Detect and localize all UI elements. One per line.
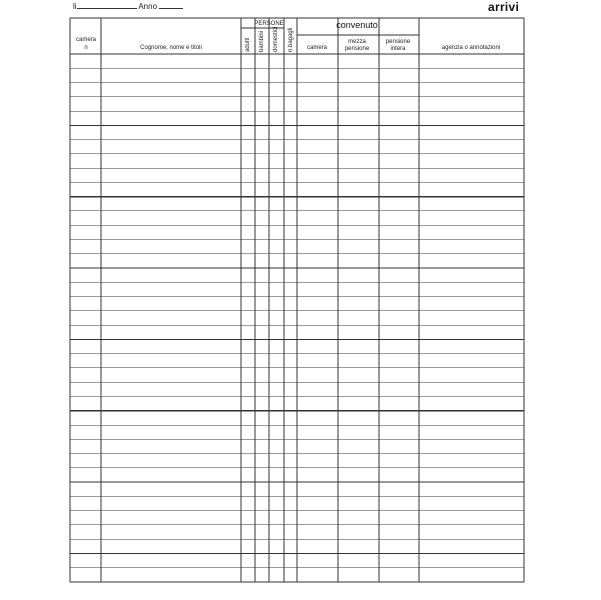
col-children-header: bambini (259, 30, 265, 52)
col-half-board-header-line1: mezza (348, 39, 366, 45)
col-persons-group-header: PERSONE (254, 21, 284, 27)
col-servants-header: domestici (273, 26, 279, 52)
col-agency-notes-header: agenzia o annotazioni (441, 45, 501, 51)
col-name-header: Cognome, nome e titoli (140, 45, 202, 51)
col-luggage-header: n.bagagli (288, 27, 294, 52)
col-half-board-header-line2: pensione (344, 46, 370, 52)
col-room-number-header-line2: n (84, 45, 88, 51)
page-title: arrivi (488, 0, 520, 14)
col-adults-header: adulti (245, 37, 251, 52)
col-full-board-header-line1: pensione (385, 39, 411, 45)
year-label: Anno (138, 2, 158, 11)
col-agreement-group-header: convenuto (336, 20, 378, 30)
col-room-number-header-line1: camera (75, 37, 97, 43)
place-label: li (73, 2, 77, 11)
col-full-board-header-line2: intera (390, 46, 406, 52)
col-room-header: camera (306, 45, 328, 51)
